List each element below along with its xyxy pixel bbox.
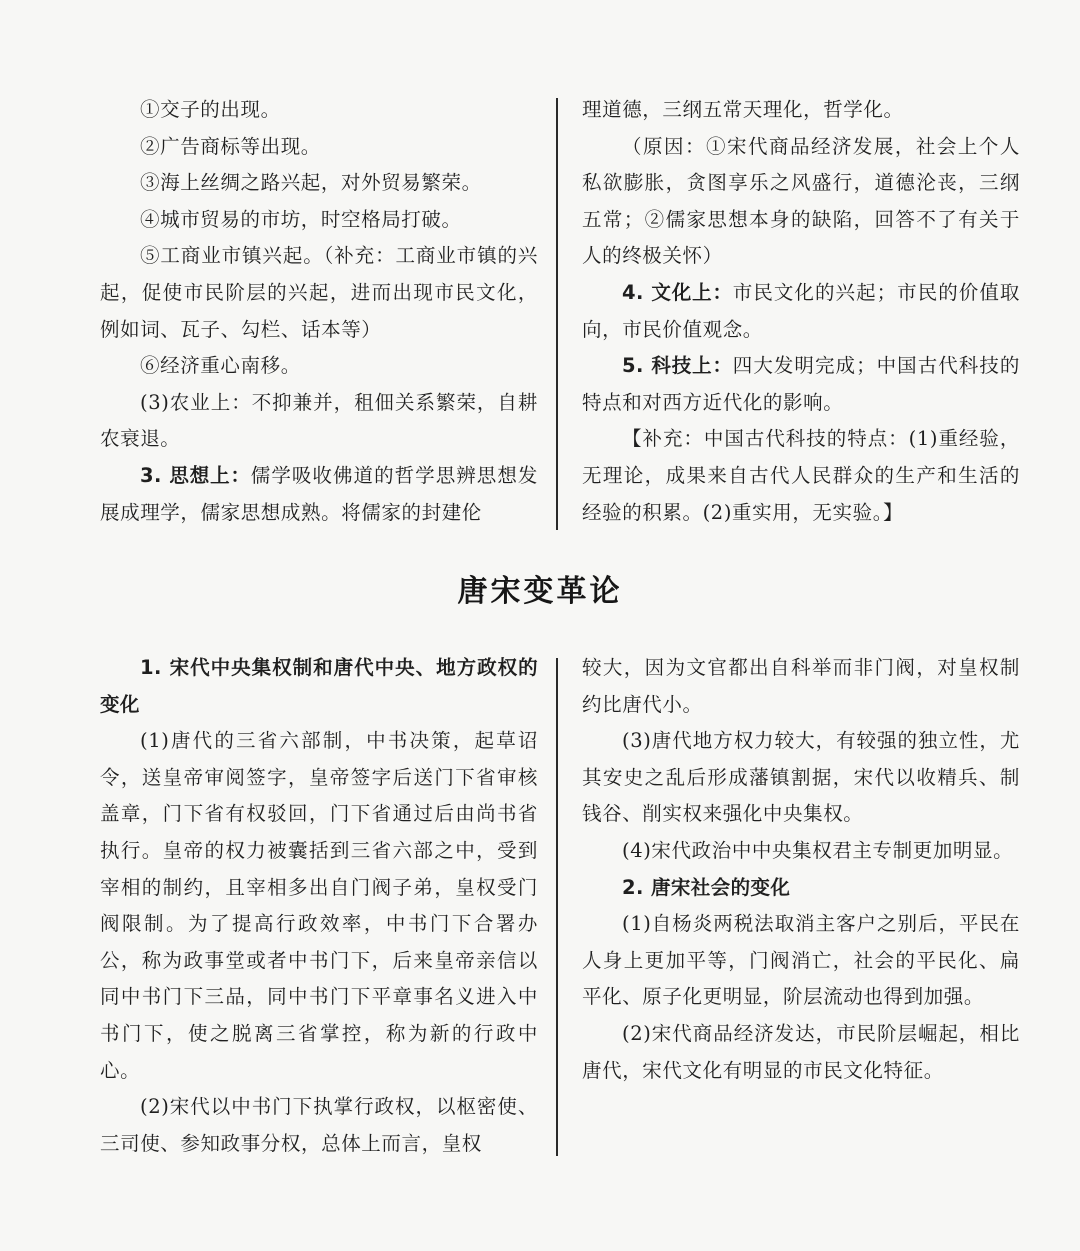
list-item: ④城市贸易的市坊，时空格局打破。 bbox=[140, 207, 462, 231]
paragraph-thought-text: 儒学吸收佛道的哲学思辨思想发展成理学，儒家思想成熟。将儒家的封建伦 bbox=[100, 463, 538, 524]
list-item: ⑥经济重心南移。 bbox=[140, 354, 301, 378]
paragraph-culture bbox=[582, 275, 1020, 348]
paragraph-culture-text: 市民文化的兴起；市民的价值取向，市民价值观念。 bbox=[582, 280, 1020, 341]
paragraph-autocracy: (4)宋代政治中中央集权君主专制更加明显。 bbox=[622, 838, 1014, 862]
list-item: ⑤工商业市镇兴起。（补充：工商业市镇的兴起，促使市民阶层的兴起，进而出现市民文化，例如词、瓦子、勾栏、话本等） bbox=[100, 244, 538, 341]
list-item: ②广告商标等出现。 bbox=[140, 134, 321, 158]
heading-society: 2. 唐宋社会的变化 bbox=[622, 875, 791, 899]
list-item: ③海上丝绸之路兴起，对外贸易繁荣。 bbox=[140, 171, 482, 195]
bottom-right-column bbox=[582, 650, 1020, 1089]
paragraph-agriculture: (3)农业上：不抑兼并，租佃关系繁荣，自耕农衰退。 bbox=[100, 390, 538, 451]
heading-culture: 4. 文化上： bbox=[622, 280, 733, 304]
paragraph-supplement: 【补充：中国古代科技的特点：(1)重经验，无理论，成果来自古代人民群众的生产和生活的经验的积累。(2)重实用，无实验。】 bbox=[582, 427, 1020, 524]
heading-technology: 5. 科技上： bbox=[622, 354, 733, 378]
paragraph-continuation: 较大，因为文官都出自科举而非门阀，对皇权制约比唐代小。 bbox=[582, 656, 1020, 716]
heading-centralization: 1. 宋代中央集权制和唐代中央、地方政权的变化 bbox=[100, 656, 538, 716]
paragraph-citizen-culture: (2)宋代商品经济发达，市民阶层崛起，相比唐代，宋代文化有明显的市民文化特征。 bbox=[582, 1021, 1020, 1082]
paragraph-reason: （原因：①宋代商品经济发展，社会上个人私欲膨胀，贪图享乐之风盛行，道德沦丧，三纲五常；②儒家思想本身的缺陷，回答不了有关于人的终极关怀） bbox=[582, 134, 1020, 268]
top-right-column bbox=[582, 92, 1020, 531]
paragraph-technology-text: 四大发明完成；中国古代科技的特点和对西方近代化的影响。 bbox=[582, 354, 1020, 414]
paragraph-song-system: (2)宋代以中书门下执掌行政权，以枢密使、三司使、参知政事分权，总体上而言，皇权 bbox=[100, 1095, 538, 1155]
bottom-left-column bbox=[100, 650, 538, 1162]
paragraph-thought bbox=[100, 458, 538, 531]
paragraph-technology bbox=[582, 348, 1020, 421]
heading-thought: 3. 思想上： bbox=[140, 463, 251, 487]
list-item: ①交子的出现。 bbox=[140, 98, 281, 121]
column-divider-bottom bbox=[556, 658, 558, 1156]
section-title: 唐宋变革论 bbox=[457, 574, 623, 609]
top-left-column bbox=[100, 92, 538, 531]
paragraph-tang-system: (1)唐代的三省六部制，中书决策，起草诏令，送皇帝审阅签字，皇帝签字后送门下省审核盖章，门下省有权驳回，门下省通过后由尚书省执行。皇帝的权力被囊括到三省六部之中，受到宰相的制约，且宰相多出自门阀子弟，皇权受门阀限制。为了提高行政效率，中书门下合署办公，称为政事堂或者中书门下，后来皇帝亲信以同中书门下三品，同中书门下平章事名义进入中书门下，使之脱离三省掌控，称为新的行政中心。 bbox=[100, 729, 538, 1082]
paragraph-local-power: (3)唐代地方权力较大，有较强的独立性，尤其安史之乱后形成藩镇割据，宋代以收精兵、制钱谷、削实权来强化中央集权。 bbox=[582, 729, 1020, 826]
column-divider-top bbox=[556, 98, 558, 530]
paragraph-equality: (1)自杨炎两税法取消主客户之别后，平民在人身上更加平等，门阀消亡，社会的平民化、扁平化、原子化更明显，阶层流动也得到加强。 bbox=[582, 912, 1020, 1009]
paragraph-continuation: 理道德，三纲五常天理化，哲学化。 bbox=[582, 98, 904, 121]
